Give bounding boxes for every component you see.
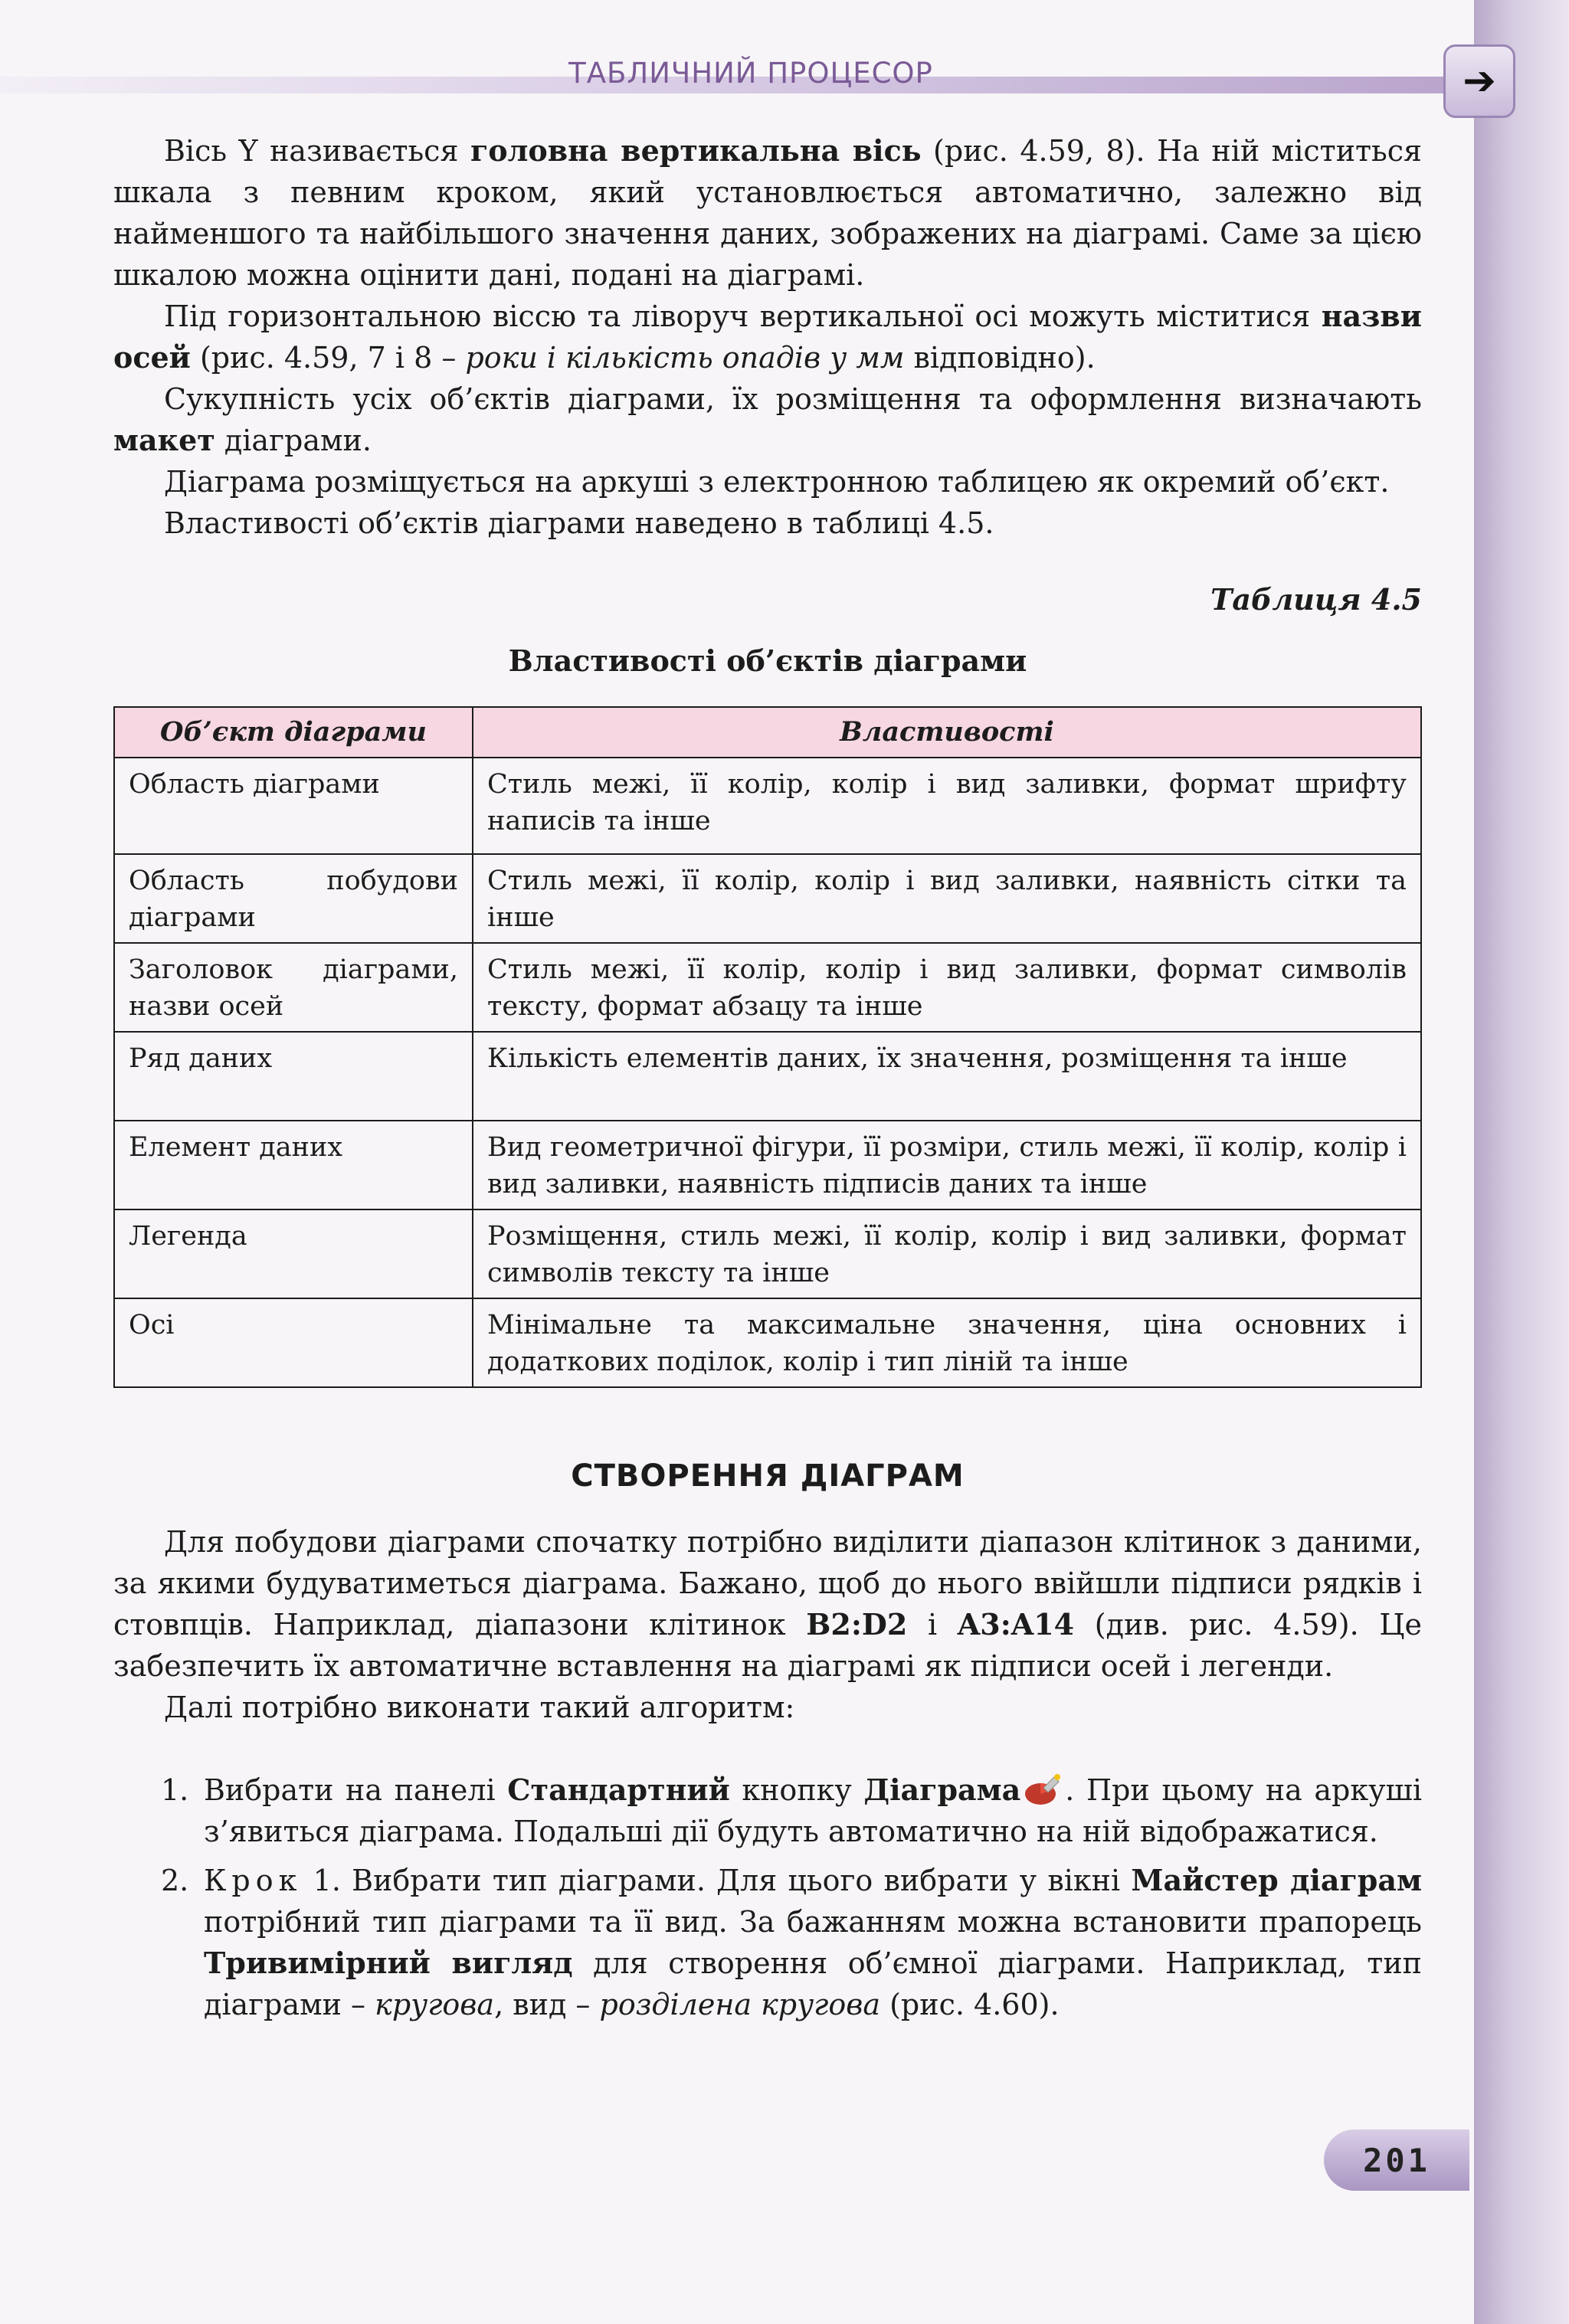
table-row: [114, 854, 1421, 943]
table-caption: Таблиця 4.5: [1210, 582, 1422, 617]
section-title: СТВОРЕННЯ ДІАГРАМ: [571, 1458, 965, 1494]
table-header-properties: Властивості: [473, 707, 1421, 758]
table-cell-properties: Кількість елементів даних, їх значення, розміщення та інше: [473, 1032, 1421, 1121]
table-row: [114, 1121, 1421, 1209]
step-number: 1.: [161, 1773, 189, 1807]
table-cell-object: Осі: [114, 1298, 473, 1387]
table-cell-properties: Розміщення, стиль межі, її колір, колір і вид заливки, формат символів тексту та інше: [473, 1209, 1421, 1298]
list-item: 1. Вибрати на панелі Стандартний кнопку Діаграма . При цьому на аркуші з’явиться діаграма. Подальші дії будуть автоматично на ній відображатися.: [113, 1769, 1422, 1852]
paragraph-axis-y: Вісь Y називається головна вертикальна вісь (рис. 4.59, 8). На ній міститься шкала з певним кроком, який установлюється автоматично, залежно від найменшого та найбільшого значення даних, зображених на діаграмі. Саме за цією шкалою можна оцінити дані, подані на діаграмі.: [113, 133, 1422, 292]
paragraph-table-ref: Властивості об’єктів діаграми наведено в таблиці 4.5.: [164, 506, 994, 540]
table-title: Властивості об’єктів діаграми: [508, 643, 1027, 678]
steps-list: [113, 1769, 1422, 2025]
intro-text: [113, 130, 1422, 544]
table-row: [114, 943, 1421, 1032]
table-cell-object: Ряд даних: [114, 1032, 473, 1121]
next-arrow-icon[interactable]: ➔: [1443, 44, 1515, 118]
table-cell-object: Область діаграми: [114, 758, 473, 854]
header-title: ТАБЛИЧНИЙ ПРОЦЕСОР: [568, 57, 933, 90]
page-number: 201: [1324, 2129, 1469, 2191]
side-band: [1474, 0, 1569, 2324]
table-cell-object: Легенда: [114, 1209, 473, 1298]
table-cell-properties: Стиль межі, її колір, колір і вид заливки, формат шрифту написів та інше: [473, 758, 1421, 854]
step-number: 2.: [161, 1864, 189, 1897]
table-cell-object: Область побудови діаграми: [114, 854, 473, 943]
table-cell-properties: Стиль межі, її колір, колір і вид заливки, наявність сітки та інше: [473, 854, 1421, 943]
section-text: [113, 1521, 1422, 1728]
paragraph-layout: Сукупність усіх об’єктів діаграми, їх розміщення та оформлення визначають макет діаграми.: [113, 382, 1422, 457]
table-header-row: [114, 707, 1421, 758]
table-row: [114, 1298, 1421, 1387]
table-row: [114, 758, 1421, 854]
table-cell-object: Заголовок діаграми, назви осей: [114, 943, 473, 1032]
paragraph-range: Для побудови діаграми спочатку потрібно виділити діапазон клітинок з даними, за якими будуватиметься діаграма. Бажано, щоб до нього ввійшли підписи рядків і стовпців. Наприклад, діапазони клітинок B2:D2 і A3:A14 (див. рис. 4.59). Це забезпечить їх автоматичне вставлення на діаграмі як підписи осей і легенди.: [113, 1525, 1423, 1683]
paragraph-placement: Діаграма розміщується на аркуші з електронною таблицею як окремий об’єкт.: [164, 465, 1390, 499]
table-row: [114, 1209, 1421, 1298]
properties-table: [113, 706, 1422, 1388]
table-cell-properties: Вид геометричної фігури, її розміри, стиль межі, її колір, колір і вид заливки, наявність підписів даних та інше: [473, 1121, 1421, 1209]
chart-wizard-icon: [1024, 1772, 1062, 1806]
paragraph-algorithm: Далі потрібно виконати такий алгоритм:: [164, 1691, 795, 1724]
table-row: [114, 1032, 1421, 1121]
paragraph-axis-names: Під горизонтальною віссю та ліворуч вертикальної осі можуть міститися назви осей (рис. 4.59, 7 і 8 – роки і кількість опадів у мм відповідно).: [113, 299, 1422, 375]
list-item: 2. Крок 1. Вибрати тип діаграми. Для цього вибрати у вікні Майстер діаграм потрібний тип діаграми та її вид. За бажанням можна встановити прапорець Тривимірний вигляд для створення об’ємної діаграми. Наприклад, тип діаграми – кругова, вид – розділена кругова (рис. 4.60).: [113, 1860, 1422, 2025]
table-cell-properties: Мінімальне та максимальне значення, ціна основних і додаткових поділок, колір і тип ліній та інше: [473, 1298, 1421, 1387]
table-cell-object: Елемент даних: [114, 1121, 473, 1209]
table-header-object: Об’єкт діаграми: [114, 707, 473, 758]
table-cell-properties: Стиль межі, її колір, колір і вид заливки, формат символів тексту, формат абзацу та інше: [473, 943, 1421, 1032]
